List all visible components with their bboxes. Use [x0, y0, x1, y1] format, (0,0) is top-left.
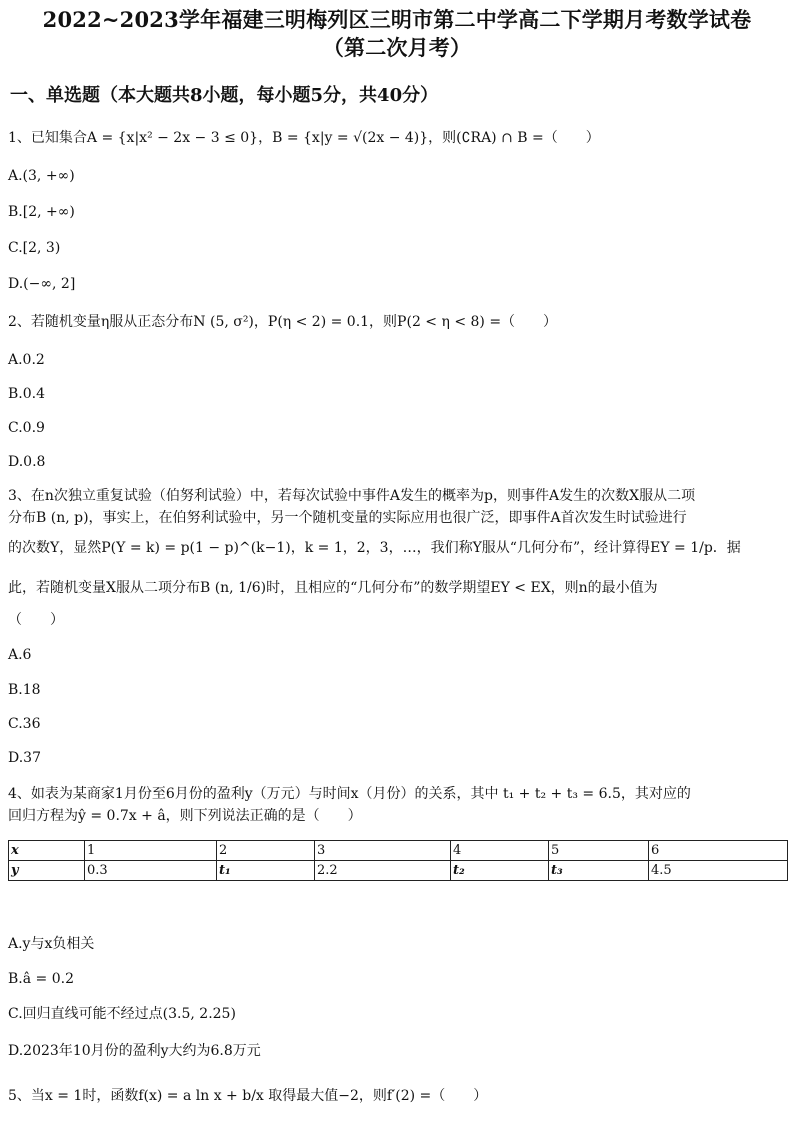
- table-cell: 5: [549, 841, 649, 861]
- question-1-option-d: D.(−∞, 2]: [8, 276, 76, 292]
- question-1-stem: 1、已知集合A = {x|x² − 2x − 3 ≤ 0}，B = {x|y = √(2x − 4)}，则(∁RA) ∩ B =（ ）: [8, 130, 600, 146]
- question-5-stem: 5、当x = 1时，函数f(x) = a ln x + b/x 取得最大值−2，则f′(2) =（ ）: [8, 1088, 488, 1104]
- table-cell: t₂: [451, 861, 549, 881]
- question-1-option-c: C.[2, 3): [8, 240, 61, 256]
- table-cell: x: [9, 841, 85, 861]
- question-2-option-b: B.0.4: [8, 386, 46, 402]
- question-3-option-a: A.6: [8, 647, 32, 663]
- table-cell: t₁: [217, 861, 315, 881]
- question-4-option-b: B.â = 0.2: [8, 971, 74, 987]
- table-cell: 2: [217, 841, 315, 861]
- question-4-option-c: C.回归直线可能不经过点(3.5, 2.25): [8, 1006, 236, 1022]
- exam-title-line1: 2022~2023学年福建三明梅列区三明市第二中学高二下学期月考数学试卷: [42, 7, 752, 32]
- table-row-x: [9, 841, 788, 861]
- table-cell: 4.5: [649, 861, 788, 881]
- question-4-option-a: A.y与x负相关: [8, 936, 95, 952]
- question-3-line5: （ ）: [8, 612, 64, 628]
- table-cell: 3: [315, 841, 451, 861]
- question-2-stem: 2、若随机变量η服从正态分布N (5, σ²)，P(η < 2) = 0.1，则P(2 < η < 8) =（ ）: [8, 314, 558, 330]
- question-4-option-d: D.2023年10月份的盈利y大约为6.8万元: [8, 1043, 261, 1059]
- question-4-data-table: [8, 840, 788, 881]
- question-3-line2: 分布B (n, p)，事实上，在伯努利试验中，另一个随机变量的实际应用也很广泛，即事件A首次发生时试验进行: [8, 510, 687, 526]
- question-2-option-c: C.0.9: [8, 420, 45, 436]
- question-3-option-c: C.36: [8, 716, 41, 732]
- table-cell: y: [9, 861, 85, 881]
- question-1-option-b: B.[2, +∞): [8, 204, 75, 220]
- table-cell: 0.3: [85, 861, 217, 881]
- section-heading-single-choice: 一、单选题（本大题共8小题，每小题5分，共40分）: [10, 85, 439, 106]
- question-2-option-a: A.0.2: [8, 352, 45, 368]
- question-2-option-d: D.0.8: [8, 454, 46, 470]
- table-row-y: [9, 861, 788, 881]
- question-3-option-b: B.18: [8, 682, 41, 698]
- question-1-option-a: A.(3, +∞): [8, 168, 75, 184]
- table-cell: 4: [451, 841, 549, 861]
- question-4-line1: 4、如表为某商家1月份至6月份的盈利y（万元）与时间x（月份）的关系，其中 t₁ + t₂ + t₃ = 6.5，其对应的: [8, 786, 691, 802]
- table-cell: 2.2: [315, 861, 451, 881]
- question-3-option-d: D.37: [8, 750, 41, 766]
- table-cell: t₃: [549, 861, 649, 881]
- table-cell: 6: [649, 841, 788, 861]
- question-4-line2: 回归方程为ŷ = 0.7x + â，则下列说法正确的是（ ）: [8, 808, 362, 824]
- question-3-line1: 3、在n次独立重复试验（伯努利试验）中，若每次试验中事件A发生的概率为p，则事件A发生的次数X服从二项: [8, 488, 696, 504]
- question-3-line3: 的次数Y，显然P(Y = k) = p(1 − p)^(k−1)，k = 1，2，3，…，我们称Y服从“几何分布”，经计算得EY = 1/p．据: [8, 540, 741, 556]
- table-cell: 1: [85, 841, 217, 861]
- question-3-line4: 此，若随机变量X服从二项分布B (n, 1/6)时，且相应的“几何分布”的数学期望EY < EX，则n的最小值为: [8, 580, 658, 596]
- exam-title-line2: （第二次月考）: [322, 35, 472, 60]
